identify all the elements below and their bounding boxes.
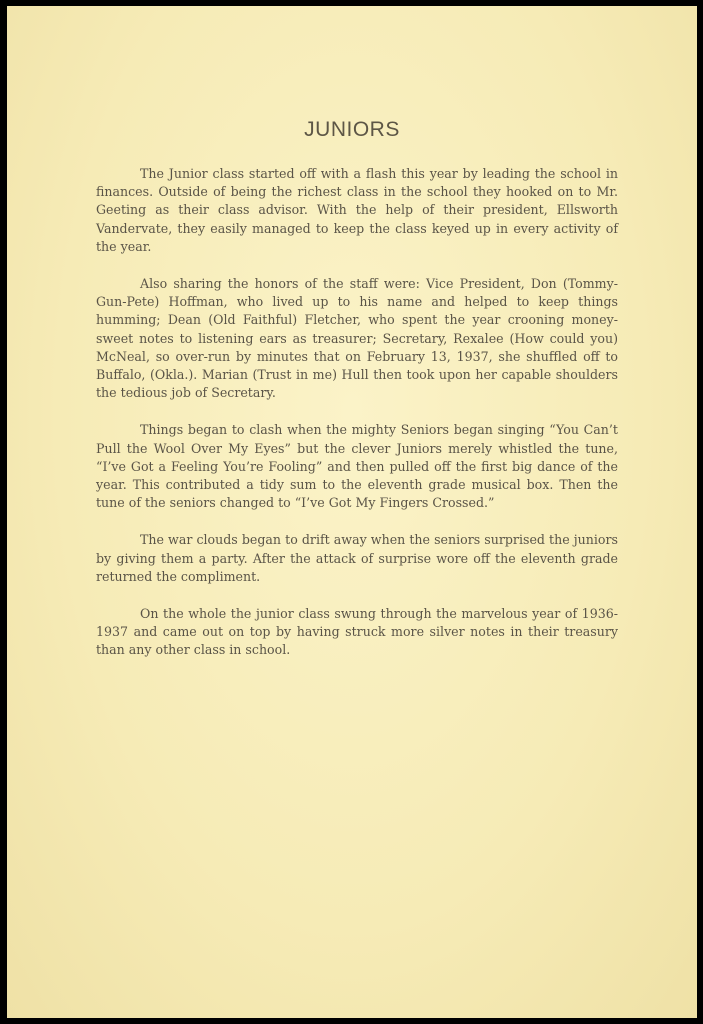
paragraph-class-officers: Also sharing the honors of the staff were: Vice President, Don (Tommy-Gun-Pete) Hoffman, who lived up to his name and helped to keep things humming; Dean (Old Faithful) Fletcher, who spent the year crooning money-sweet notes to listening ears as treasurer; Secretary, Rexalee (How could you) McNeal, so over-run by minutes that on February 13, 1937, she shuffled off to Buffalo, (Okla.). Marian (Trust in me) Hull then took upon her capable shoulders the tedious job of Secretary.	[96, 276, 618, 401]
paragraph-class-finances: The Junior class started off with a flash this year by leading the school in finances. Outside of being the richest class in the school they hooked on to Mr. Geeting as their class advisor. With the help of their president, Ellsworth Vandervate, they easily managed to keep the class keyed up in every activity of the year.	[96, 166, 618, 254]
document-page	[7, 6, 697, 1018]
page-title: JUNIORS	[304, 118, 400, 141]
paragraph-summary: On the whole the junior class swung through the marvelous year of 1936-1937 and came out on top by having struck more silver notes in their treasury than any other class in school.	[96, 606, 618, 658]
article-body	[96, 165, 618, 679]
paragraph-party: The war clouds began to drift away when the seniors surprised the juniors by giving them a party. After the attack of surprise wore off the eleventh grade returned the compliment.	[96, 532, 618, 584]
paragraph-dance: Things began to clash when the mighty Seniors began singing “You Can’t Pull the Wool Over My Eyes” but the clever Juniors merely whistled the tune, “I’ve Got a Feeling You’re Fooling” and then pulled off the first big dance of the year. This contributed a tidy sum to the eleventh grade musical box. Then the tune of the seniors changed to “I’ve Got My Fingers Crossed.”	[96, 422, 618, 511]
